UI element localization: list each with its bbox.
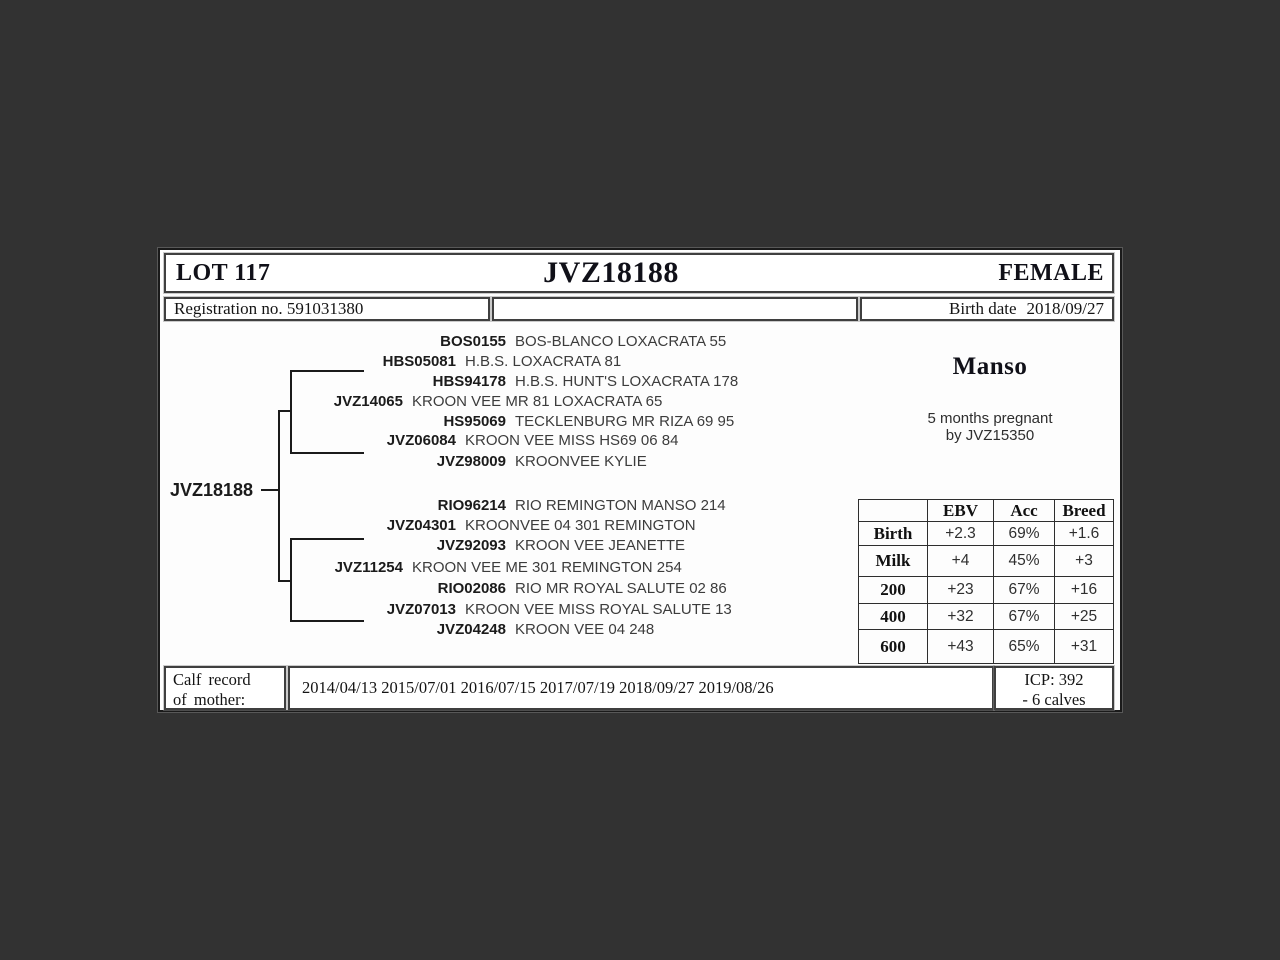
- pedigree-row: [160, 392, 662, 412]
- birth-date-value: 2018/09/27: [1026, 299, 1104, 318]
- breed-value: +3: [1055, 546, 1114, 577]
- pedigree-row: [160, 516, 696, 536]
- birth-date-box: [860, 297, 1114, 321]
- ebv-row-400: [859, 604, 1114, 630]
- ebv-row-600: [859, 630, 1114, 664]
- calf-dates: 2014/04/13 2015/07/01 2016/07/15 2017/07/19 2018/09/27 2019/08/26: [302, 678, 774, 697]
- ancestor-name: RIO MR ROYAL SALUTE 02 86: [515, 580, 727, 597]
- pregnancy-line1: 5 months pregnant: [927, 410, 1053, 427]
- acc-value: 65%: [994, 630, 1055, 664]
- birth-date-label: Birth date: [949, 299, 1017, 318]
- ebv-row-label: 600: [859, 630, 928, 664]
- pedigree-row: [160, 496, 726, 516]
- breed-name: Manso: [952, 353, 1028, 380]
- pedigree-row: [160, 352, 621, 372]
- ancestor-name: BOS-BLANCO LOXACRATA 55: [515, 333, 727, 350]
- acc-value: 69%: [994, 522, 1055, 546]
- ebv-row-milk: [859, 546, 1114, 577]
- empty-middle-box: [492, 297, 858, 321]
- pedigree-subject-id: JVZ18188: [170, 480, 254, 500]
- ancestor-name: H.B.S. HUNT'S LOXACRATA 178: [515, 373, 739, 390]
- catalog-card: [158, 248, 1122, 712]
- ebv-row-birth: [859, 522, 1114, 546]
- ebv-row-label: Milk: [859, 546, 928, 577]
- ebv-value: +2.3: [928, 522, 994, 546]
- ebv-header-acc: Acc: [994, 500, 1055, 522]
- pregnancy-status: [860, 410, 1120, 444]
- pedigree-row: [160, 332, 726, 352]
- ancestor-name: KROON VEE ME 301 REMINGTON 254: [412, 559, 682, 576]
- calf-record-label-line2: of mother:: [173, 690, 246, 709]
- ebv-header-breed: Breed: [1055, 500, 1114, 522]
- breed-value: +31: [1055, 630, 1114, 664]
- registration-number: 591031380: [286, 299, 364, 318]
- ancestor-name: RIO REMINGTON MANSO 214: [515, 497, 726, 514]
- sex-label: FEMALE: [998, 259, 1104, 286]
- ancestor-id: JVZ98009: [436, 453, 506, 470]
- ebv-header-row: [859, 500, 1114, 522]
- ebv-row-label: 400: [859, 604, 928, 630]
- ebv-row-label: Birth: [859, 522, 928, 546]
- ancestor-id: JVZ04301: [386, 517, 456, 534]
- pedigree-row: [160, 558, 682, 578]
- pedigree-row: [160, 536, 685, 556]
- pedigree-row: [160, 372, 738, 392]
- ebv-table: [858, 499, 1114, 664]
- acc-value: 67%: [994, 577, 1055, 604]
- pedigree-row: [160, 620, 654, 640]
- registration-box: [164, 297, 490, 321]
- ancestor-id: JVZ04248: [436, 621, 506, 638]
- ebv-header-ebv: EBV: [928, 500, 994, 522]
- lot-number: LOT 117: [176, 259, 271, 286]
- pregnancy-line2: by JVZ15350: [945, 427, 1035, 444]
- ancestor-name: TECKLENBURG MR RIZA 69 95: [515, 413, 735, 430]
- icp-value: ICP: 392: [1024, 670, 1084, 689]
- ebv-value: +32: [928, 604, 994, 630]
- ancestor-name: KROON VEE JEANETTE: [515, 537, 686, 554]
- pedigree-row: [160, 600, 732, 620]
- ebv-row-200: [859, 577, 1114, 604]
- ebv-row-label: 200: [859, 577, 928, 604]
- calf-dates-box: [288, 666, 994, 710]
- pedigree-row: [160, 412, 734, 432]
- ancestor-name: KROON VEE MISS ROYAL SALUTE 13: [465, 601, 732, 618]
- calf-record-label-box: [164, 666, 286, 710]
- ancestor-name: KROONVEE 04 301 REMINGTON: [465, 517, 696, 534]
- ancestor-id: RIO96214: [437, 497, 506, 514]
- pedigree-row: [160, 579, 727, 599]
- ancestor-id: HBS94178: [432, 373, 506, 390]
- ebv-value: +23: [928, 577, 994, 604]
- ancestor-name: KROON VEE 04 248: [515, 621, 655, 638]
- ancestor-id: JVZ92093: [436, 537, 506, 554]
- header-box: [164, 253, 1114, 293]
- breed-value: +16: [1055, 577, 1114, 604]
- ancestor-id: JVZ07013: [386, 601, 456, 618]
- ancestor-name: H.B.S. LOXACRATA 81: [465, 353, 622, 370]
- ancestor-id: HS95069: [443, 413, 506, 430]
- ancestor-name: KROONVEE KYLIE: [515, 453, 647, 470]
- ancestor-id: RIO02086: [437, 580, 506, 597]
- pedigree-subject-dash: [261, 489, 278, 491]
- ancestor-name: KROON VEE MR 81 LOXACRATA 65: [412, 393, 663, 410]
- pedigree-row: [160, 431, 678, 451]
- breed-value: +25: [1055, 604, 1114, 630]
- registration-label: Registration no.: [174, 299, 283, 318]
- ancestor-id: HBS05081: [382, 353, 456, 370]
- ebv-header-empty: [859, 500, 928, 522]
- ebv-value: +4: [928, 546, 994, 577]
- ancestor-id: JVZ06084: [386, 432, 456, 449]
- acc-value: 45%: [994, 546, 1055, 577]
- calf-count: - 6 calves: [1022, 690, 1086, 709]
- ancestor-id: JVZ14065: [333, 393, 403, 410]
- ancestor-name: KROON VEE MISS HS69 06 84: [465, 432, 679, 449]
- pedigree-row: [160, 452, 647, 472]
- ancestor-id: BOS0155: [440, 333, 506, 350]
- ancestor-id: JVZ11254: [334, 559, 403, 576]
- page-title-animal-id: JVZ18188: [543, 256, 679, 289]
- ebv-value: +43: [928, 630, 994, 664]
- icp-box: [994, 666, 1114, 710]
- calf-record-label-line1: Calf record: [173, 670, 251, 689]
- acc-value: 67%: [994, 604, 1055, 630]
- breed-value: +1.6: [1055, 522, 1114, 546]
